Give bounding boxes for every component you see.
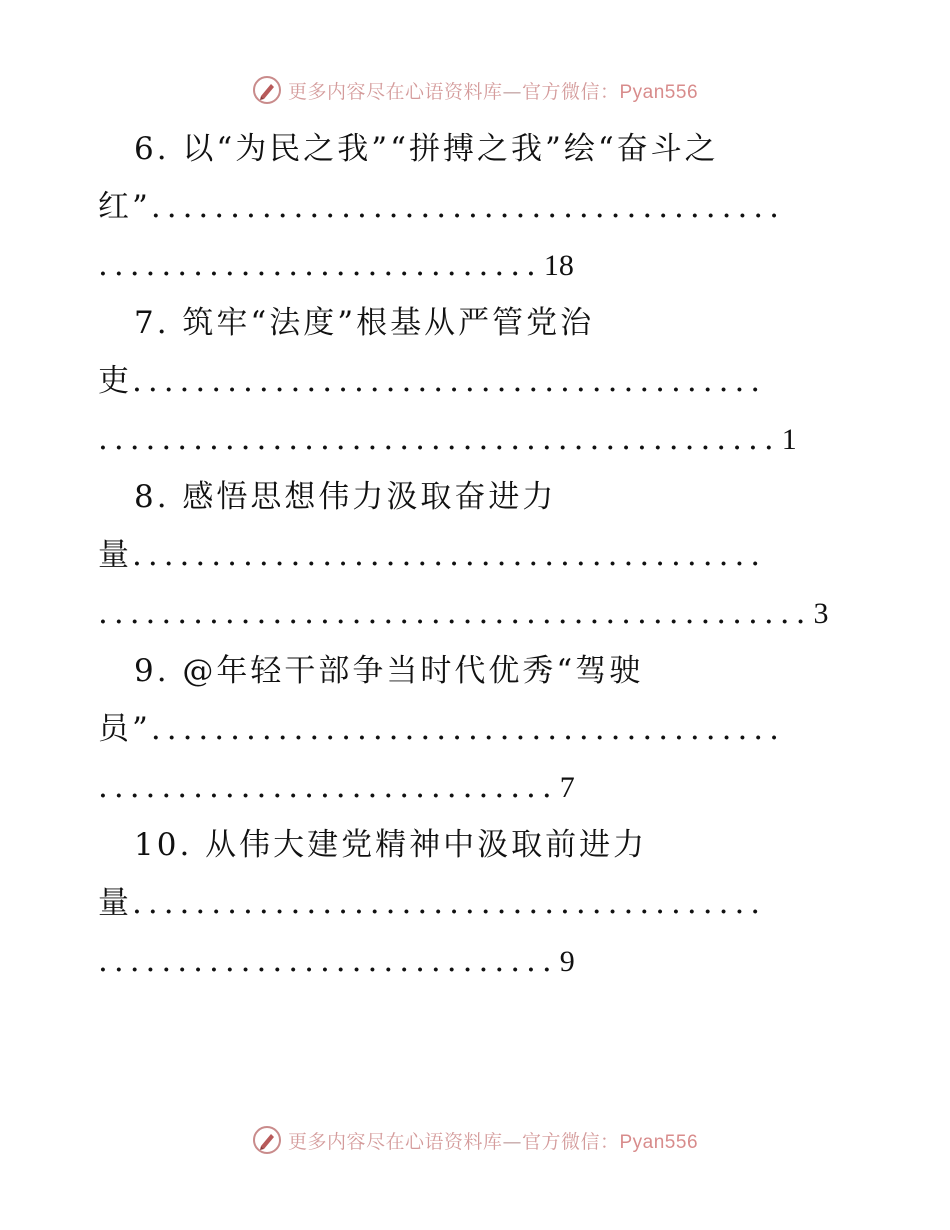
toc-entry-continuation: [98, 874, 843, 932]
toc-entry-title: 7. 筑牢“法度”根基从严管党治: [134, 305, 595, 341]
dot-leader: .............................................: [98, 595, 812, 631]
toc-page-line: [98, 410, 843, 468]
dot-leader: .............................: [98, 769, 558, 805]
toc-page-line: [98, 758, 843, 816]
table-of-contents: [98, 120, 843, 990]
watermark-id: Pyan556: [619, 1131, 699, 1153]
dot-leader: ........................................: [132, 885, 767, 921]
dot-leader: ........................................: [150, 189, 786, 225]
watermark-label: 官方微信：: [521, 80, 620, 103]
toc-entry-tail: 量: [98, 537, 132, 573]
toc-entry-continuation: [98, 700, 843, 758]
watermark-site-text: 更多内容尽在心语资料库: [287, 1130, 503, 1153]
pen-logo-icon: [252, 75, 282, 105]
dot-leader: ........................................: [150, 711, 786, 747]
footer-watermark: [0, 1120, 950, 1160]
watermark-text: [288, 77, 698, 104]
toc-entry-9[interactable]: [98, 642, 843, 816]
toc-entry-title: 6. 以“为民之我”“拼搏之我”绘“奋斗之: [134, 131, 719, 167]
dot-leader: .............................: [98, 943, 558, 979]
toc-page-line: [98, 236, 843, 294]
watermark-label: 官方微信：: [521, 1130, 620, 1153]
watermark-site-text: 更多内容尽在心语资料库: [287, 80, 503, 103]
toc-entry-title: 8. 感悟思想伟力汲取奋进力: [134, 479, 557, 515]
toc-entry-tail: 红”: [98, 189, 151, 225]
dot-leader: ............................: [98, 247, 542, 283]
toc-entry-tail: 员”: [98, 711, 151, 747]
toc-entry-6[interactable]: [98, 120, 843, 294]
toc-entry-title: 10. 从伟大建党精神中汲取前进力: [134, 827, 648, 863]
toc-entry-continuation: [98, 178, 843, 236]
toc-page-number: 1: [781, 423, 797, 456]
dot-leader: ........................................: [132, 537, 767, 573]
toc-page-number: 7: [559, 771, 575, 804]
toc-entry-continuation: [98, 352, 843, 410]
toc-entry-10[interactable]: [98, 816, 843, 990]
dot-leader: ........................................: [132, 363, 767, 399]
toc-page-number: 18: [543, 249, 574, 282]
toc-page-line: [98, 932, 843, 990]
toc-entry-8[interactable]: [98, 468, 843, 642]
watermark-dash: —: [502, 1130, 522, 1153]
toc-entry-title: 9. @年轻干部争当时代优秀“驾驶: [134, 653, 644, 689]
header-watermark: [0, 70, 950, 110]
pen-logo-icon: [252, 1125, 282, 1155]
dot-leader: ...........................................: [98, 421, 780, 457]
toc-page-number: 3: [813, 597, 829, 630]
toc-entry-7[interactable]: [98, 294, 843, 468]
toc-page-line: [98, 584, 843, 642]
watermark-text: [288, 1127, 698, 1154]
toc-entry-tail: 量: [98, 885, 132, 921]
toc-entry-tail: 吏: [98, 363, 132, 399]
toc-entry-continuation: [98, 526, 843, 584]
watermark-id: Pyan556: [619, 81, 699, 103]
watermark-dash: —: [502, 80, 522, 103]
toc-page-number: 9: [559, 945, 575, 978]
